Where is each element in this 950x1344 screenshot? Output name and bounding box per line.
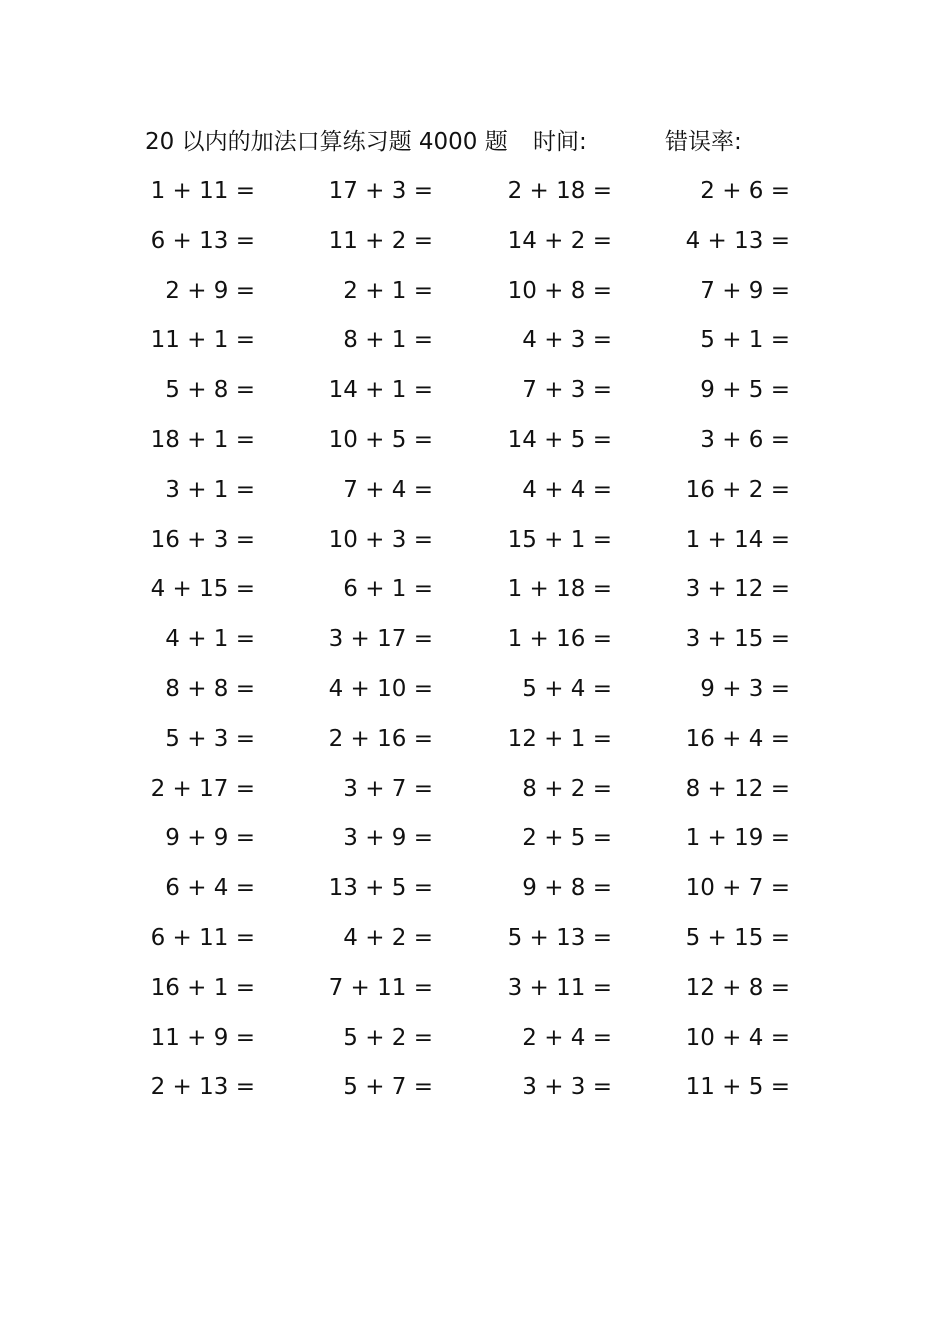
addition-problem: 4 + 10 = bbox=[328, 675, 433, 702]
addition-problem: 10 + 4 = bbox=[685, 1024, 790, 1051]
addition-problem: 14 + 2 = bbox=[507, 227, 612, 254]
addition-problem: 5 + 4 = bbox=[522, 675, 612, 702]
addition-problem: 6 + 13 = bbox=[150, 227, 255, 254]
addition-problem: 1 + 14 = bbox=[685, 526, 790, 553]
addition-problem: 7 + 3 = bbox=[522, 377, 612, 404]
addition-problem: 10 + 5 = bbox=[328, 426, 433, 453]
addition-problem: 16 + 2 = bbox=[685, 476, 790, 503]
addition-problem: 9 + 3 = bbox=[700, 675, 790, 702]
addition-problem: 8 + 1 = bbox=[343, 327, 433, 354]
addition-problem: 3 + 11 = bbox=[507, 974, 612, 1001]
addition-problem: 2 + 4 = bbox=[522, 1024, 612, 1051]
addition-problem: 11 + 1 = bbox=[150, 327, 255, 354]
addition-problem: 5 + 13 = bbox=[507, 924, 612, 951]
addition-problem: 8 + 2 = bbox=[522, 775, 612, 802]
addition-problem: 2 + 17 = bbox=[150, 775, 255, 802]
addition-problem: 11 + 9 = bbox=[150, 1024, 255, 1051]
addition-problem: 3 + 6 = bbox=[700, 426, 790, 453]
addition-problem: 1 + 16 = bbox=[507, 626, 612, 653]
addition-problem: 10 + 7 = bbox=[685, 875, 790, 902]
addition-problem: 17 + 3 = bbox=[328, 178, 433, 204]
problem-row bbox=[140, 174, 820, 224]
addition-problem: 5 + 15 = bbox=[685, 924, 790, 951]
addition-problem: 2 + 9 = bbox=[165, 277, 255, 304]
problem-row bbox=[140, 1021, 820, 1071]
problem-row bbox=[140, 821, 820, 871]
addition-problem: 1 + 11 = bbox=[150, 178, 255, 204]
addition-problem: 11 + 5 = bbox=[685, 1074, 790, 1101]
addition-problem: 12 + 8 = bbox=[685, 974, 790, 1001]
addition-problem: 6 + 1 = bbox=[343, 576, 433, 603]
addition-problem: 4 + 3 = bbox=[522, 327, 612, 354]
addition-problem: 2 + 6 = bbox=[700, 178, 790, 204]
problem-row bbox=[140, 672, 820, 722]
problem-row bbox=[140, 921, 820, 971]
problem-row bbox=[140, 373, 820, 423]
problem-row bbox=[140, 722, 820, 772]
addition-problem: 4 + 4 = bbox=[522, 476, 612, 503]
error-rate-label: 错误率: bbox=[665, 129, 742, 155]
addition-problem: 11 + 2 = bbox=[328, 227, 433, 254]
addition-problem: 3 + 15 = bbox=[685, 626, 790, 653]
problem-row bbox=[140, 622, 820, 672]
addition-problem: 8 + 12 = bbox=[685, 775, 790, 802]
addition-problem: 8 + 8 = bbox=[165, 675, 255, 702]
problem-row bbox=[140, 423, 820, 473]
problem-row bbox=[140, 971, 820, 1021]
addition-problem: 12 + 1 = bbox=[507, 725, 612, 752]
addition-problem: 4 + 1 = bbox=[165, 626, 255, 653]
addition-problem: 3 + 7 = bbox=[343, 775, 433, 802]
addition-problem: 16 + 4 = bbox=[685, 725, 790, 752]
addition-problem: 3 + 9 = bbox=[343, 825, 433, 852]
addition-problem: 2 + 5 = bbox=[522, 825, 612, 852]
addition-problem: 4 + 13 = bbox=[685, 227, 790, 254]
addition-problem: 16 + 1 = bbox=[150, 974, 255, 1001]
problem-grid bbox=[140, 174, 820, 1120]
addition-problem: 10 + 3 = bbox=[328, 526, 433, 553]
addition-problem: 5 + 3 = bbox=[165, 725, 255, 752]
problem-row bbox=[140, 274, 820, 324]
problem-row bbox=[140, 473, 820, 523]
addition-problem: 3 + 1 = bbox=[165, 476, 255, 503]
addition-problem: 3 + 12 = bbox=[685, 576, 790, 603]
addition-problem: 2 + 1 = bbox=[343, 277, 433, 304]
addition-problem: 9 + 9 = bbox=[165, 825, 255, 852]
addition-problem: 7 + 9 = bbox=[700, 277, 790, 304]
problem-row bbox=[140, 772, 820, 822]
addition-problem: 6 + 11 = bbox=[150, 924, 255, 951]
addition-problem: 2 + 13 = bbox=[150, 1074, 255, 1101]
addition-problem: 1 + 19 = bbox=[685, 825, 790, 852]
problem-row bbox=[140, 871, 820, 921]
addition-problem: 2 + 18 = bbox=[507, 178, 612, 204]
time-label: 时间: bbox=[533, 129, 587, 155]
addition-problem: 15 + 1 = bbox=[507, 526, 612, 553]
addition-problem: 5 + 1 = bbox=[700, 327, 790, 354]
addition-problem: 5 + 8 = bbox=[165, 377, 255, 404]
problem-row bbox=[140, 572, 820, 622]
problem-row bbox=[140, 1070, 820, 1120]
addition-problem: 2 + 16 = bbox=[328, 725, 433, 752]
addition-problem: 16 + 3 = bbox=[150, 526, 255, 553]
addition-problem: 5 + 7 = bbox=[343, 1074, 433, 1101]
addition-problem: 13 + 5 = bbox=[328, 875, 433, 902]
addition-problem: 7 + 11 = bbox=[328, 974, 433, 1001]
addition-problem: 9 + 5 = bbox=[700, 377, 790, 404]
problem-row bbox=[140, 523, 820, 573]
addition-problem: 4 + 15 = bbox=[150, 576, 255, 603]
addition-problem: 9 + 8 = bbox=[522, 875, 612, 902]
addition-problem: 18 + 1 = bbox=[150, 426, 255, 453]
addition-problem: 14 + 5 = bbox=[507, 426, 612, 453]
addition-problem: 3 + 17 = bbox=[328, 626, 433, 653]
addition-problem: 14 + 1 = bbox=[328, 377, 433, 404]
problem-row bbox=[140, 224, 820, 274]
addition-problem: 5 + 2 = bbox=[343, 1024, 433, 1051]
addition-problem: 4 + 2 = bbox=[343, 924, 433, 951]
addition-problem: 3 + 3 = bbox=[522, 1074, 612, 1101]
addition-problem: 10 + 8 = bbox=[507, 277, 612, 304]
addition-problem: 7 + 4 = bbox=[343, 476, 433, 503]
addition-problem: 6 + 4 = bbox=[165, 875, 255, 902]
problem-row bbox=[140, 323, 820, 373]
worksheet-title: 20 以内的加法口算练习题 4000 题 bbox=[145, 129, 508, 155]
addition-problem: 1 + 18 = bbox=[507, 576, 612, 603]
